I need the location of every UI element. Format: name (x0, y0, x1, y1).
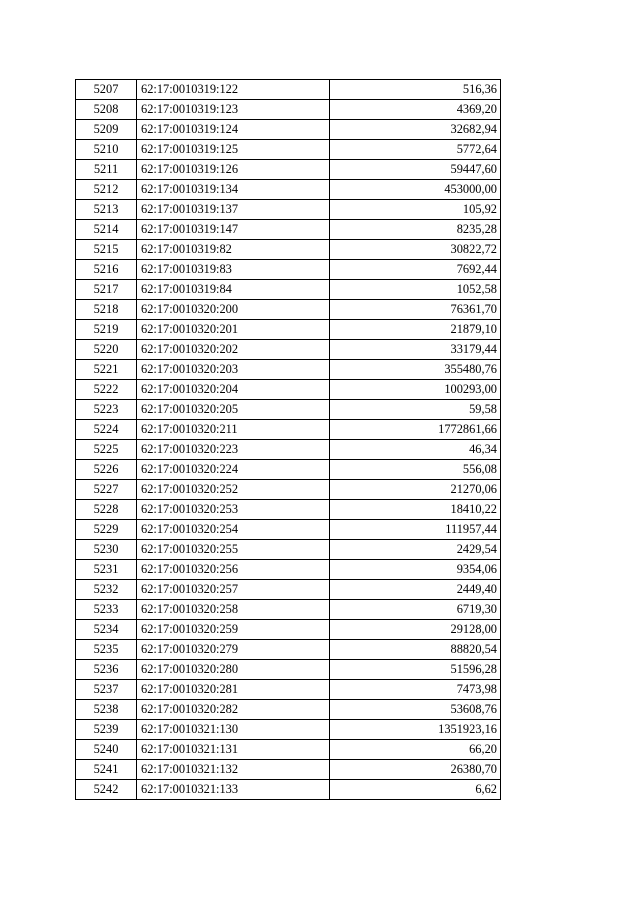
row-number-cell: 5241 (76, 760, 137, 780)
row-number-cell: 5224 (76, 420, 137, 440)
value-cell: 46,34 (330, 440, 501, 460)
row-number-cell: 5228 (76, 500, 137, 520)
table-row (76, 420, 501, 440)
cadastral-number-cell: 62:17:0010320:281 (137, 680, 330, 700)
value-cell: 59447,60 (330, 160, 501, 180)
table-row (76, 580, 501, 600)
cadastral-number-cell: 62:17:0010320:200 (137, 300, 330, 320)
row-number-cell: 5240 (76, 740, 137, 760)
row-number-cell: 5226 (76, 460, 137, 480)
row-number-cell: 5208 (76, 100, 137, 120)
value-cell: 30822,72 (330, 240, 501, 260)
row-number-cell: 5242 (76, 780, 137, 800)
row-number-cell: 5209 (76, 120, 137, 140)
value-cell: 59,58 (330, 400, 501, 420)
value-cell: 2449,40 (330, 580, 501, 600)
cadastral-number-cell: 62:17:0010320:259 (137, 620, 330, 640)
table-row (76, 500, 501, 520)
cadastral-number-cell: 62:17:0010320:254 (137, 520, 330, 540)
cadastral-number-cell: 62:17:0010319:124 (137, 120, 330, 140)
row-number-cell: 5220 (76, 340, 137, 360)
table-row (76, 620, 501, 640)
row-number-cell: 5222 (76, 380, 137, 400)
cadastral-number-cell: 62:17:0010320:223 (137, 440, 330, 460)
value-cell: 33179,44 (330, 340, 501, 360)
row-number-cell: 5210 (76, 140, 137, 160)
row-number-cell: 5230 (76, 540, 137, 560)
value-cell: 66,20 (330, 740, 501, 760)
cadastral-number-cell: 62:17:0010320:202 (137, 340, 330, 360)
cadastral-number-cell: 62:17:0010320:203 (137, 360, 330, 380)
table-row (76, 140, 501, 160)
value-cell: 2429,54 (330, 540, 501, 560)
table-row (76, 320, 501, 340)
table-row (76, 260, 501, 280)
cadastral-number-cell: 62:17:0010320:280 (137, 660, 330, 680)
table-row (76, 760, 501, 780)
cadastral-number-cell: 62:17:0010320:252 (137, 480, 330, 500)
value-cell: 29128,00 (330, 620, 501, 640)
value-cell: 18410,22 (330, 500, 501, 520)
table-row (76, 220, 501, 240)
cadastral-number-cell: 62:17:0010319:137 (137, 200, 330, 220)
table-row (76, 780, 501, 800)
value-cell: 100293,00 (330, 380, 501, 400)
row-number-cell: 5236 (76, 660, 137, 680)
value-cell: 76361,70 (330, 300, 501, 320)
table-row (76, 100, 501, 120)
row-number-cell: 5211 (76, 160, 137, 180)
cadastral-number-cell: 62:17:0010320:258 (137, 600, 330, 620)
row-number-cell: 5214 (76, 220, 137, 240)
cadastral-number-cell: 62:17:0010320:255 (137, 540, 330, 560)
cadastral-number-cell: 62:17:0010320:253 (137, 500, 330, 520)
value-cell: 7473,98 (330, 680, 501, 700)
value-cell: 21879,10 (330, 320, 501, 340)
value-cell: 1052,58 (330, 280, 501, 300)
row-number-cell: 5215 (76, 240, 137, 260)
table-row (76, 740, 501, 760)
table-row (76, 80, 501, 100)
row-number-cell: 5237 (76, 680, 137, 700)
table-row (76, 200, 501, 220)
cadastral-number-cell: 62:17:0010319:83 (137, 260, 330, 280)
value-cell: 105,92 (330, 200, 501, 220)
row-number-cell: 5238 (76, 700, 137, 720)
value-cell: 453000,00 (330, 180, 501, 200)
cadastral-number-cell: 62:17:0010320:204 (137, 380, 330, 400)
table-row (76, 360, 501, 380)
cadastral-number-cell: 62:17:0010319:123 (137, 100, 330, 120)
value-cell: 53608,76 (330, 700, 501, 720)
table-row (76, 600, 501, 620)
row-number-cell: 5231 (76, 560, 137, 580)
cadastral-number-cell: 62:17:0010319:84 (137, 280, 330, 300)
value-cell: 4369,20 (330, 100, 501, 120)
cadastral-number-cell: 62:17:0010320:211 (137, 420, 330, 440)
value-cell: 6719,30 (330, 600, 501, 620)
cadastral-number-cell: 62:17:0010319:125 (137, 140, 330, 160)
cadastral-number-cell: 62:17:0010319:82 (137, 240, 330, 260)
row-number-cell: 5207 (76, 80, 137, 100)
value-cell: 556,08 (330, 460, 501, 480)
value-cell: 88820,54 (330, 640, 501, 660)
row-number-cell: 5212 (76, 180, 137, 200)
table-row (76, 440, 501, 460)
cadastral-number-cell: 62:17:0010320:256 (137, 560, 330, 580)
table-row (76, 520, 501, 540)
cadastral-number-cell: 62:17:0010319:126 (137, 160, 330, 180)
table-row (76, 300, 501, 320)
value-cell: 32682,94 (330, 120, 501, 140)
row-number-cell: 5235 (76, 640, 137, 660)
value-cell: 51596,28 (330, 660, 501, 680)
cadastral-number-cell: 62:17:0010319:122 (137, 80, 330, 100)
row-number-cell: 5221 (76, 360, 137, 380)
value-cell: 1772861,66 (330, 420, 501, 440)
table-row (76, 280, 501, 300)
cadastral-number-cell: 62:17:0010321:131 (137, 740, 330, 760)
cadastral-number-cell: 62:17:0010321:130 (137, 720, 330, 740)
value-cell: 355480,76 (330, 360, 501, 380)
value-cell: 9354,06 (330, 560, 501, 580)
row-number-cell: 5239 (76, 720, 137, 740)
value-cell: 21270,06 (330, 480, 501, 500)
cadastral-value-table (75, 79, 501, 800)
row-number-cell: 5223 (76, 400, 137, 420)
value-cell: 516,36 (330, 80, 501, 100)
row-number-cell: 5234 (76, 620, 137, 640)
value-cell: 6,62 (330, 780, 501, 800)
table-row (76, 120, 501, 140)
cadastral-number-cell: 62:17:0010320:201 (137, 320, 330, 340)
cadastral-number-cell: 62:17:0010321:132 (137, 760, 330, 780)
table-body (76, 80, 501, 800)
value-cell: 8235,28 (330, 220, 501, 240)
row-number-cell: 5218 (76, 300, 137, 320)
cadastral-number-cell: 62:17:0010320:205 (137, 400, 330, 420)
cadastral-number-cell: 62:17:0010319:147 (137, 220, 330, 240)
table-row (76, 640, 501, 660)
value-cell: 26380,70 (330, 760, 501, 780)
row-number-cell: 5217 (76, 280, 137, 300)
table-row (76, 540, 501, 560)
cadastral-number-cell: 62:17:0010320:224 (137, 460, 330, 480)
value-cell: 5772,64 (330, 140, 501, 160)
cadastral-number-cell: 62:17:0010321:133 (137, 780, 330, 800)
value-cell: 7692,44 (330, 260, 501, 280)
cadastral-number-cell: 62:17:0010319:134 (137, 180, 330, 200)
row-number-cell: 5216 (76, 260, 137, 280)
table-row (76, 160, 501, 180)
row-number-cell: 5219 (76, 320, 137, 340)
row-number-cell: 5227 (76, 480, 137, 500)
table-row (76, 480, 501, 500)
cadastral-number-cell: 62:17:0010320:282 (137, 700, 330, 720)
row-number-cell: 5232 (76, 580, 137, 600)
cadastral-number-cell: 62:17:0010320:257 (137, 580, 330, 600)
table-row (76, 400, 501, 420)
row-number-cell: 5225 (76, 440, 137, 460)
table-row (76, 340, 501, 360)
table-row (76, 380, 501, 400)
cadastral-number-cell: 62:17:0010320:279 (137, 640, 330, 660)
row-number-cell: 5229 (76, 520, 137, 540)
table-row (76, 460, 501, 480)
value-cell: 1351923,16 (330, 720, 501, 740)
table-row (76, 700, 501, 720)
row-number-cell: 5213 (76, 200, 137, 220)
table-row (76, 720, 501, 740)
value-cell: 111957,44 (330, 520, 501, 540)
table-row (76, 660, 501, 680)
table-row (76, 680, 501, 700)
row-number-cell: 5233 (76, 600, 137, 620)
table-row (76, 180, 501, 200)
table-row (76, 560, 501, 580)
table-row (76, 240, 501, 260)
